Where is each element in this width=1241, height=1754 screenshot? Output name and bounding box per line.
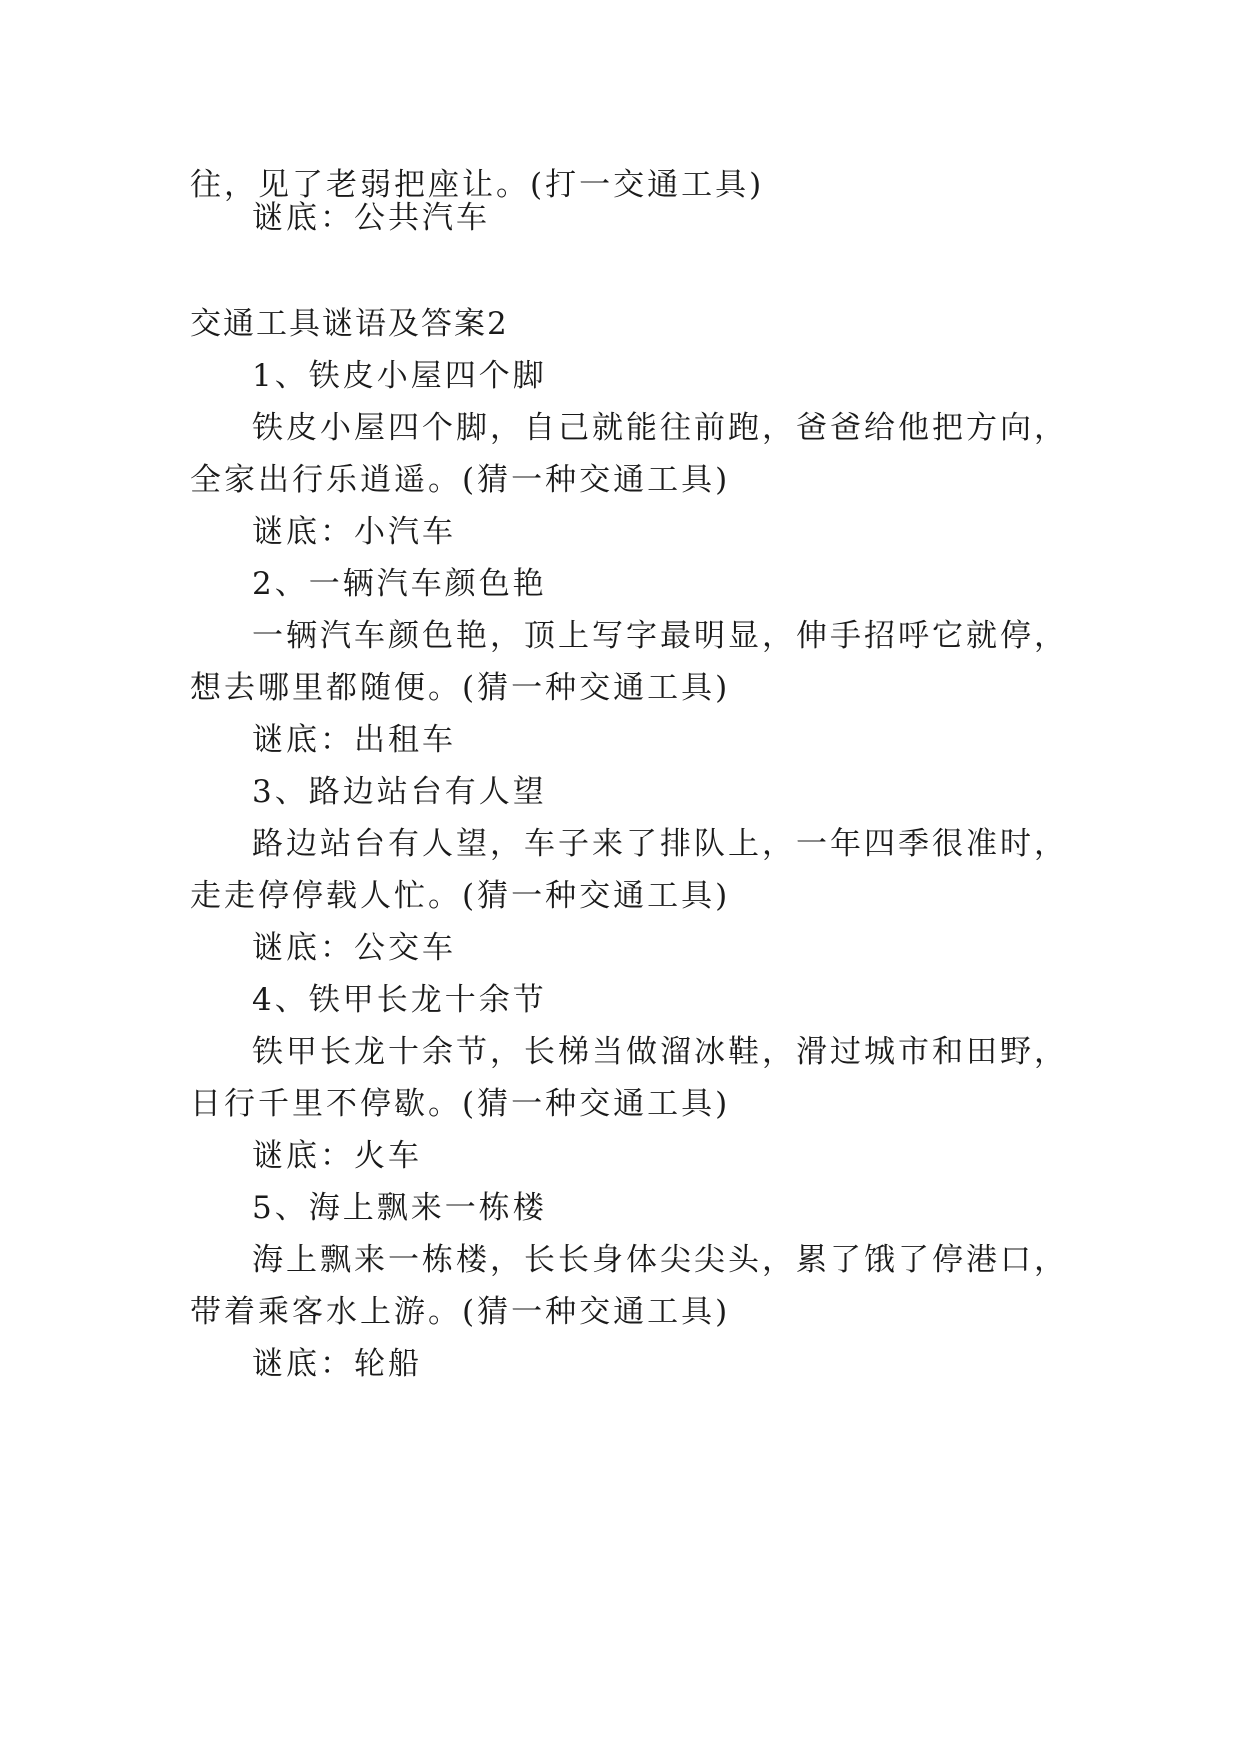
riddle-title: 2、一辆汽车颜色艳 [252,566,547,602]
intro-riddle-tail: 往，见了老弱把座让。(打一交通工具) [190,167,765,203]
riddle-text-line: 一辆汽车颜色艳，顶上写字最明显，伸手招呼它就停， [252,618,1068,654]
riddle-text-line: 路边站台有人望，车子来了排队上，一年四季很准时， [252,826,1068,862]
riddle-title: 5、海上飘来一栋楼 [252,1190,547,1226]
riddle-title: 1、铁皮小屋四个脚 [252,358,547,394]
riddle-text-line: 全家出行乐逍遥。(猜一种交通工具) [190,462,731,498]
riddle-text-line: 走走停停载人忙。(猜一种交通工具) [190,878,731,914]
riddle-text-line: 海上飘来一栋楼，长长身体尖尖头，累了饿了停港口， [252,1242,1068,1278]
section-heading: 交通工具谜语及答案2 [190,306,509,342]
riddle-answer: 谜底：小汽车 [252,514,456,550]
riddle-title: 4、铁甲长龙十余节 [252,982,547,1018]
riddle-answer: 谜底：出租车 [252,722,456,758]
riddle-title: 3、路边站台有人望 [252,774,547,810]
riddle-text-line: 铁甲长龙十余节，长梯当做溜冰鞋，滑过城市和田野， [252,1034,1068,1070]
riddle-answer: 谜底：火车 [252,1138,422,1174]
riddle-text-line: 日行千里不停歇。(猜一种交通工具) [190,1086,731,1122]
riddle-text-line: 带着乘客水上游。(猜一种交通工具) [190,1294,731,1330]
intro-answer: 谜底：公共汽车 [252,200,490,236]
riddle-answer: 谜底：公交车 [252,930,456,966]
riddle-text-line: 铁皮小屋四个脚，自己就能往前跑，爸爸给他把方向， [252,410,1068,446]
riddle-answer: 谜底：轮船 [252,1346,422,1382]
riddle-text-line: 想去哪里都随便。(猜一种交通工具) [190,670,731,706]
